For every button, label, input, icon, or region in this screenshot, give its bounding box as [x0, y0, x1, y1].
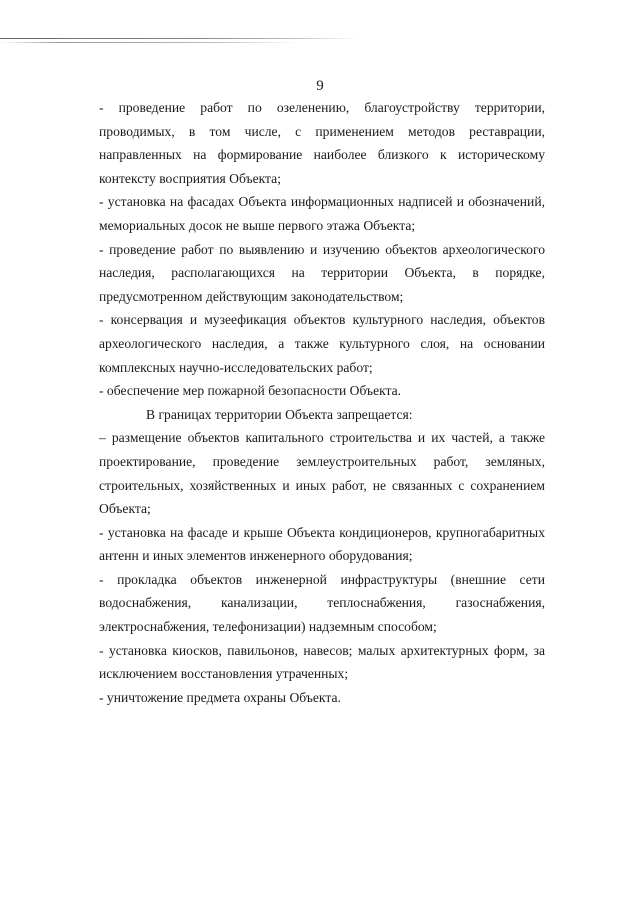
- list-item-archaeology-survey: - проведение работ по выявлению и изучению объектов археологического наследия, располагающихся на территории Объекта, в порядке, предусмотренном действующим законодательством;: [99, 241, 545, 304]
- list-item-conservation: - консервация и музеефикация объектов культурного наследия, объектов археологического наследия, а также культурного слоя, на основании комплексных научно-исследовательских работ;: [99, 312, 545, 375]
- list-item-construction-ban: – размещение объектов капитального строительства и их частей, а также проектирование, проведение землеустроительных работ, земляных, строительных, хозяйственных и иных работ, не связанных с сохранением Объекта;: [99, 430, 545, 517]
- document-body: [99, 96, 545, 709]
- scan-edge-line: [0, 42, 300, 43]
- scan-edge-line: [0, 38, 360, 39]
- list-item-landscaping: - проведение работ по озеленению, благоустройству территории, проводимых, в том числе, с применением методов реставрации, направленных на формирование наиболее близкого к историческому контексту восприятия Объекта;: [99, 100, 545, 186]
- list-item-equipment-ban: - установка на фасаде и крыше Объекта кондиционеров, крупногабаритных антенн и иных элементов инженерного оборудования;: [99, 524, 545, 564]
- page-number: 9: [316, 78, 324, 94]
- list-item-facade-signs: - установка на фасадах Объекта информационных надписей и обозначений, мемориальных досок не выше первого этажа Объекта;: [99, 194, 545, 233]
- list-item-destruction-ban: - уничтожение предмета охраны Объекта.: [99, 689, 341, 705]
- section-heading-prohibited: В границах территории Объекта запрещается:: [146, 406, 413, 422]
- list-item-fire-safety: - обеспечение мер пожарной безопасности Объекта.: [99, 383, 402, 399]
- list-item-utilities-ban: - прокладка объектов инженерной инфраструктуры (внешние сети водоснабжения, канализации, теплоснабжения, газоснабжения, электроснабжения, телефонизации) надземным способом;: [99, 571, 545, 635]
- list-item-kiosks-ban: - установка киосков, павильонов, навесов; малых архитектурных форм, за исключением восстановления утраченных;: [99, 642, 545, 682]
